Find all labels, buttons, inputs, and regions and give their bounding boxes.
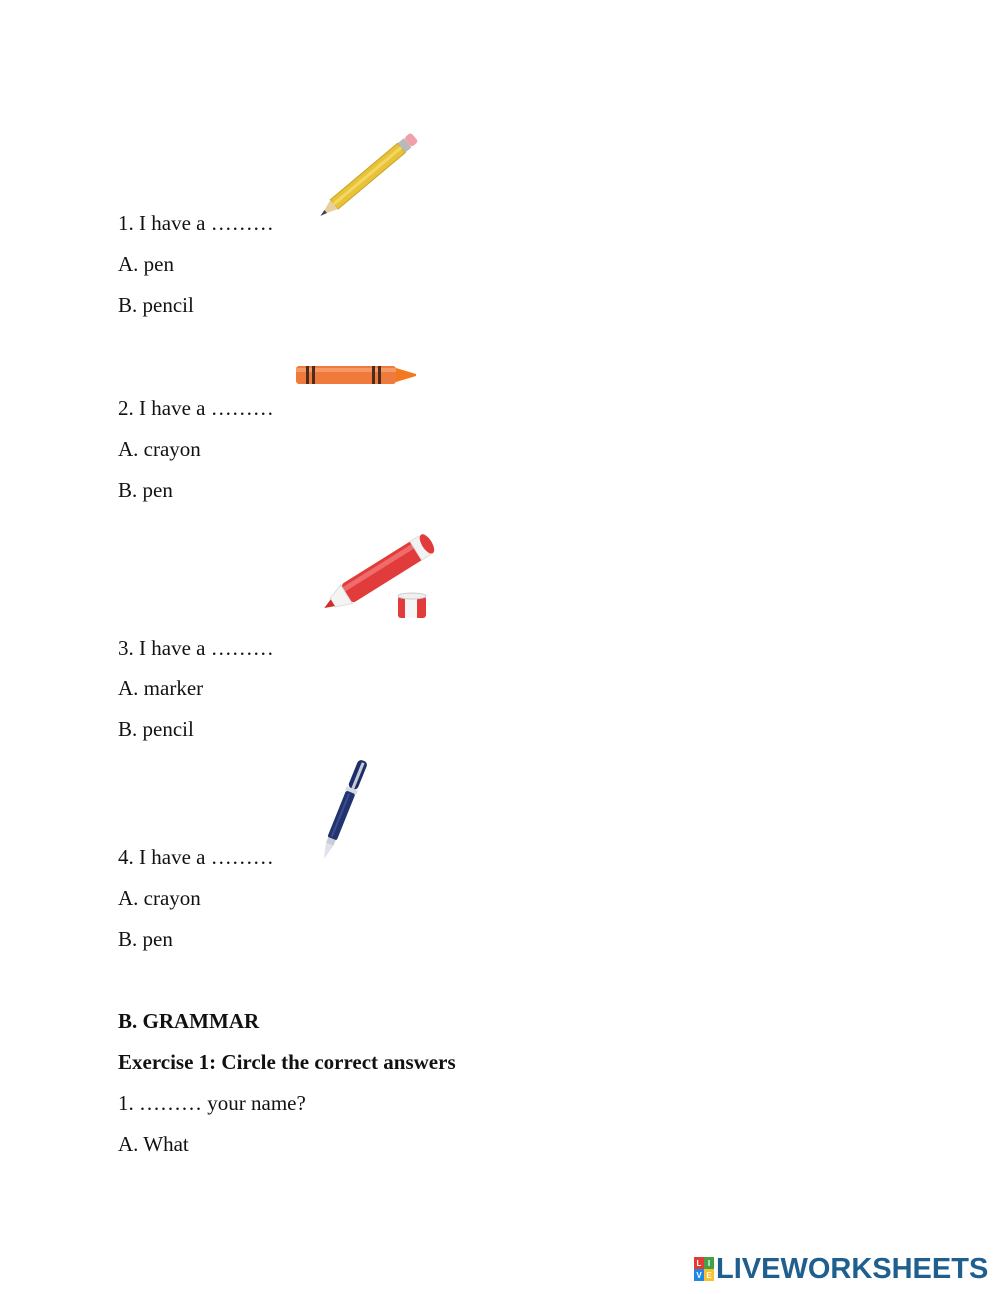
liveworksheets-logo (694, 1254, 988, 1284)
logo-text: LIVEWORKSHEETS (716, 1252, 989, 1285)
section-heading: B. GRAMMAR (118, 1009, 260, 1033)
question-prompt: 1. I have a ……… (118, 211, 274, 235)
answer-option[interactable]: B. pencil (118, 717, 194, 741)
logo-mark-letter: E (704, 1269, 714, 1281)
answer-option[interactable]: A. pen (118, 252, 174, 276)
logo-mark-icon (694, 1257, 714, 1281)
answer-option[interactable]: B. pencil (118, 293, 194, 317)
logo-mark-letter: I (704, 1257, 714, 1269)
exercise-title: Exercise 1: Circle the correct answers (118, 1050, 456, 1074)
pen-icon (308, 752, 380, 866)
crayon-icon (294, 362, 420, 388)
question-prompt: 3. I have a ……… (118, 636, 274, 660)
pencil-icon (314, 122, 434, 220)
answer-option[interactable]: A. crayon (118, 437, 201, 461)
answer-option[interactable]: A. crayon (118, 886, 201, 910)
answer-option[interactable]: A. marker (118, 676, 204, 700)
logo-mark-letter: V (694, 1269, 704, 1281)
question-prompt: 1. ……… your name? (118, 1091, 306, 1115)
marker-icon (316, 528, 450, 624)
answer-option[interactable]: B. pen (118, 927, 173, 951)
answer-option[interactable]: B. pen (118, 478, 173, 502)
question-prompt: 4. I have a ……… (118, 845, 274, 869)
answer-option[interactable]: A. What (118, 1132, 189, 1156)
question-prompt: 2. I have a ……… (118, 396, 274, 420)
logo-mark-letter: L (694, 1257, 704, 1269)
